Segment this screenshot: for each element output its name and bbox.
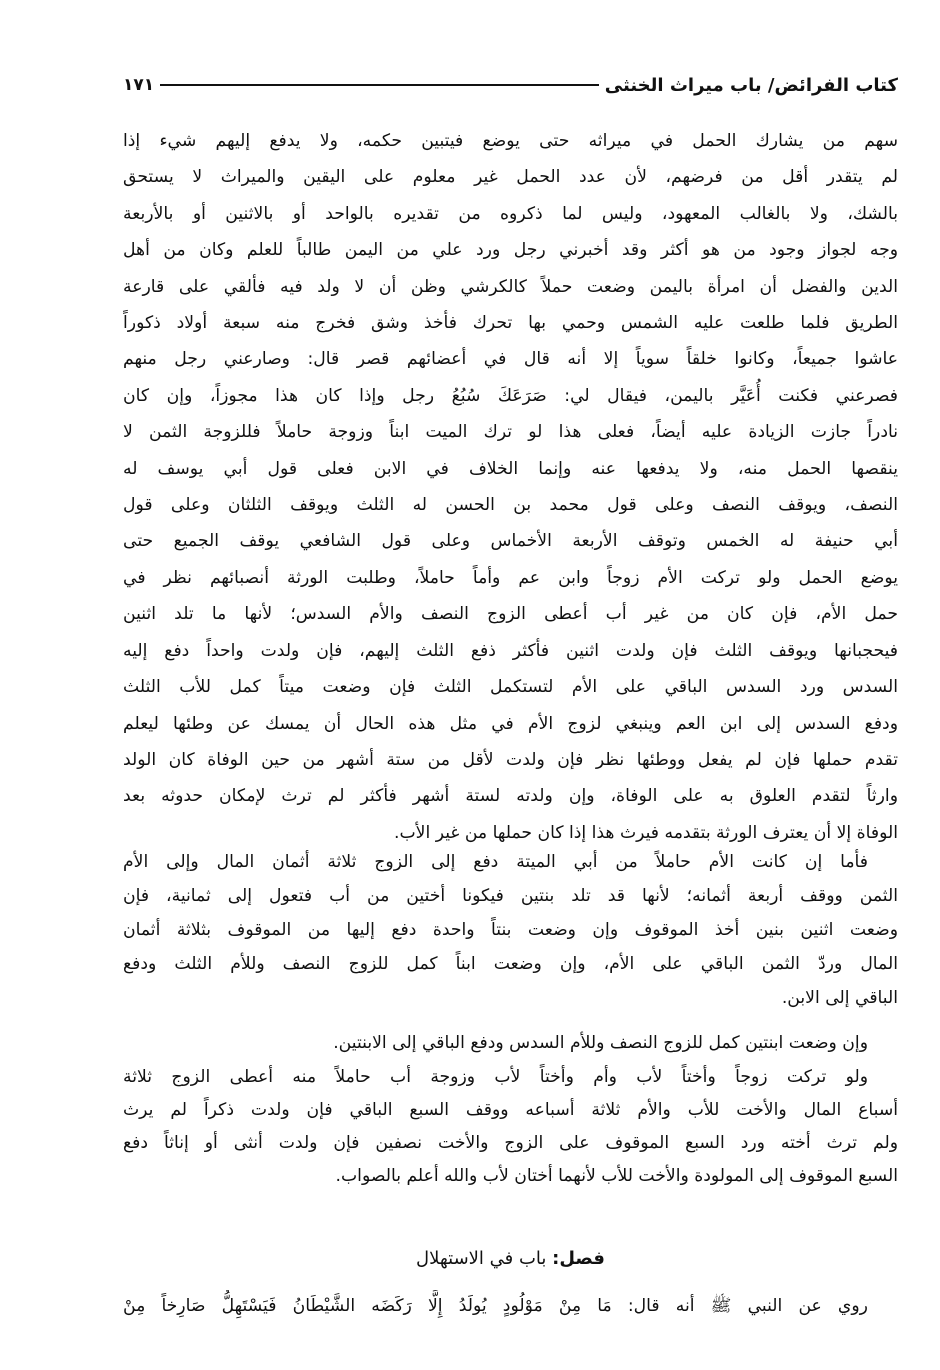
text-line: ولو تركت زوجاً وأختاً لأب وأم وأختاً لأب وزوجة أب حاملاً منه أعطى الزوج ثلاثة xyxy=(123,1067,868,1087)
text-line: فصرعني فكنت أُعَيَّر باليمن، فيقال لي: صَرَعَكَ سُبُعُ رجل وإذا كان هذا مجوزاً، وإن كان xyxy=(123,385,898,406)
text-line: تقدم حملها فإن لم يفعل ووطئها نظر فإن ولدت لأقل من ستة أشهر من حين الوفاة كان الولد xyxy=(123,749,898,770)
page-number: ١٧١ xyxy=(123,75,155,95)
closing-paragraph xyxy=(123,1290,898,1323)
text-line: النصف، ويوقف النصف وعلى قول محمد بن الحسن له الثلث ويوقف الثلثان وعلى قول xyxy=(123,495,898,516)
paragraph-1 xyxy=(123,123,898,851)
text-line: بالشك، ولا بالغالب المعهود، وليس لما ذكروه من تقديره بالواحد أو بالاثنين أو بالأربعة xyxy=(123,203,898,224)
text-line: السبع الموقوف إلى المولودة والأخت للأب لأنهما أختان لأب والله أعلم بالصواب. xyxy=(335,1166,898,1186)
text-line: فيحجبانها ويوقف الثلث فإن ولدت اثنين فأكثر ذفع الثلث إليهم، فإن ولدت واحداً دفع إليه xyxy=(123,640,898,661)
text-line: وضعت اثنين بنين أخذ الموقوف وإن وضعت بنتاً واحدة دفع إليها من الموقوف بثلاثة أثمان xyxy=(123,920,898,940)
text-line: السدس ورد السدس الباقي على الأم لتستكمل الثلث فإن وضعت ميتاً كمل للأب الثلث xyxy=(123,677,898,698)
section-label: فصل: xyxy=(552,1248,605,1269)
text-line: ودفع السدس إلى ابن العم وينبغي لزوج الأم في مثل هذه الحال أن يمسك عن وطئها ليعلم xyxy=(123,713,898,734)
section-heading xyxy=(123,1248,898,1269)
text-line: الدين والفضل أن امرأة باليمن وضعت حملاً كالكرشي وظن أن لا ولد فيه فألقي على قارعة xyxy=(123,276,898,297)
text-line: المال وردّ الثمن الباقي على الأم، وإن وضعت ابناً كمل للزوج النصف وللأم الثلث ودفع xyxy=(123,954,898,974)
text-line: الوفاة إلا أن يعترف الورثة بتقدمه فيرث هذا إذا كان حملها من غير الأب. xyxy=(394,822,898,843)
running-header xyxy=(123,70,898,100)
paragraph-3 xyxy=(123,1027,898,1060)
paragraph-2 xyxy=(123,845,898,1015)
text-line: روي عن النبي ﷺ أنه قال: مَا مِنْ مَوْلُودٍ يُولَدُ إِلَّا رَكَضَه الشَّيْطَانُ فَيَسْتَهِلُّ صَارِخاً مِنْ xyxy=(123,1296,868,1316)
text-line: سهم من يشارك الحمل في ميراثه حتى يوضع فيتبين حكمه، ولا يدفع إليهم شيء إذا xyxy=(123,131,898,151)
text-line: ينقصها الحمل منه، ولا يدفعها عنه وإنما الخلاف في الابن فعلى قول أبي يوسف له xyxy=(123,458,898,479)
paragraph-4 xyxy=(123,1061,898,1193)
header-rule xyxy=(160,84,599,86)
text-line: لم يتقدر أقل من فرضهم، لأن عدد الحمل غير معلوم على اليقين والميراث لا يستحق xyxy=(123,167,898,188)
text-line: الباقي إلى الابن. xyxy=(781,988,898,1008)
text-line: عاشوا جميعاً، وكانوا خلقاً سوياً إلا أنه قال في أعضائهم قصر قال: وصارعني رجل منهم xyxy=(123,349,898,370)
text-line: وارثاً لتقدم العلوق به على الوفاة، وإن ولدته لستة أشهر فأكثر لم ترث لإمكان حدوثه بعد xyxy=(123,786,898,807)
text-line: الثمن ووقف أربعة أثمانه؛ لأنها قد تلد بنتين فيكونا أختين من أب فتعول إلى ثمانية، فإن xyxy=(123,886,898,906)
header-title: كتاب الفرائض/ باب ميراث الخنثى xyxy=(604,74,898,96)
text-line: حمل الأم، فإن كان من غير أب أعطى الزوج النصف والأم السدس؛ لأنها ما تلد اثنين xyxy=(123,604,898,625)
text-line: وجه لجواز وجود من هو أكثر وقد أخبرني رجل ورد علي من اليمن طالباً للعلم وكان من أهل xyxy=(123,240,898,261)
text-line: أبي حنيفة له الخمس وتوقف الأربعة الأخماس وعلى قول الشافعي يوقف الجميع حتى xyxy=(123,531,898,552)
text-line: نادراً جازت الزيادة عليه أيضاً، فعلى هذا لو ترك الميت ابناً وزوجة حاملاً فللزوجة الثمن لا xyxy=(123,422,898,443)
text-line: ولم ترث أخته ورد السبع الموقوف على الزوج والأخت نصفين فإن ولدت أنثى أو إناثاً دفع xyxy=(123,1133,898,1153)
text-line: يوضع الحمل ولو تركت الأم زوجاً وابن عم وأماً حاملاً، وطلبت الورثة أنصبائهم نظر في xyxy=(123,567,898,588)
text-line: الطريق فلما طلعت عليه الشمس وحمي بها تحرك فأخذ وشق فخرج منه سبعة أولاد ذكوراً xyxy=(123,313,898,334)
text-line: أسباع المال والأخت للأب والأم ثلاثة أسباعه ووقف السبع الباقي فإن ولدت ذكراً لم يرث xyxy=(123,1100,898,1120)
section-title: باب في الاستهلال xyxy=(416,1248,547,1269)
text-line: فأما إن كانت الأم حاملاً من أبي الميتة دفع إلى الزوج ثلاثة أثمان المال وإلى الأم xyxy=(123,852,868,872)
text-line: وإن وضعت ابنتين كمل للزوج النصف وللأم السدس ودفع الباقي إلى الابنتين. xyxy=(333,1033,868,1053)
